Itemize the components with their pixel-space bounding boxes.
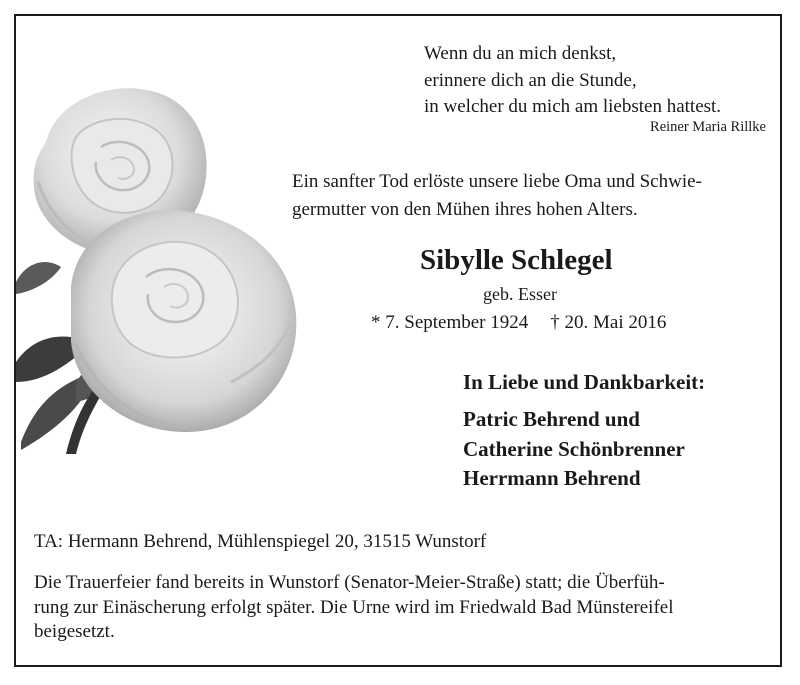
mourners-list xyxy=(463,405,685,494)
rose-illustration xyxy=(16,82,308,454)
poem-line: in welcher du mich am liebsten hattest. xyxy=(424,96,722,117)
poem xyxy=(424,41,721,121)
mourner-name: Patric Behrend und xyxy=(463,407,640,431)
condolence-address: TA: Hermann Behrend, Mühlenspiegel 20, 31515 Wunstorf xyxy=(34,531,487,552)
funeral-notice xyxy=(34,571,774,645)
intro-line: germutter von den Mühen ihres hohen Alters. xyxy=(292,199,638,220)
notice-line: rung zur Einäscherung erfolgt später. Die Urne wird im Friedwald Bad Münstereifel xyxy=(34,596,674,618)
poem-line: erinnere dich an die Stunde, xyxy=(424,69,637,91)
intro-line: Ein sanfter Tod erlöste unsere liebe Oma und Schwie- xyxy=(292,171,702,192)
life-dates xyxy=(371,312,666,334)
intro-text xyxy=(292,168,762,224)
poem-line: Wenn du an mich denkst, xyxy=(424,43,617,64)
mourner-name: Herrmann Behrend xyxy=(463,466,641,490)
mourner-name: Catherine Schönbrenner xyxy=(463,436,685,461)
notice-line: beigesetzt. xyxy=(34,621,115,642)
mourners-heading: In Liebe und Dankbarkeit: xyxy=(463,370,706,394)
notice-line: Die Trauerfeier fand bereits in Wunstorf (Senator-Meier-Straße) statt; die Überfüh- xyxy=(34,572,665,593)
poem-author: Reiner Maria Rillke xyxy=(650,119,766,135)
death-date: † 20. Mai 2016 xyxy=(550,312,667,333)
maiden-name: geb. Esser xyxy=(483,284,557,304)
birth-date: * 7. September 1924 xyxy=(371,312,529,333)
deceased-name: Sibylle Schlegel xyxy=(420,244,613,276)
